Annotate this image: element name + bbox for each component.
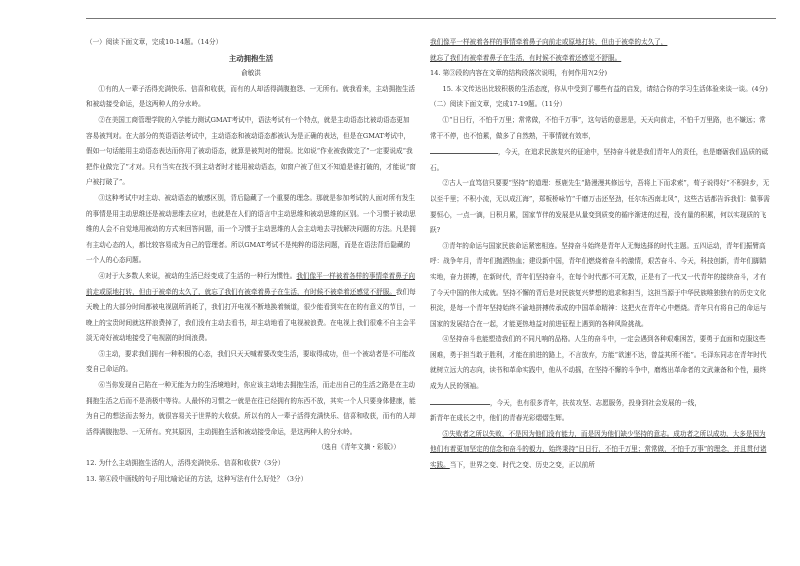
- section-2-header: （二）阅读下面文章，完成17-19题。（11分）: [430, 100, 567, 109]
- essay-paragraph-4-continued: [430, 395, 770, 412]
- article-author: 俞敏洪: [241, 69, 261, 78]
- left-column: [86, 35, 416, 487]
- paragraph-4-rest: 我们每天晚上的大部分时间都被电视剧所消耗了，我们打开电视不断地换着频道，很少能看到实在在的有意义的节目，一晚上的宝贵时间就这样浪费掉了，我们没有主动去看书，却主动地看了电视被浪费。在电视上我们很难不自主会平淡无奇好被动地接受了电视剧的时间浪费。: [86, 287, 416, 343]
- essay-paragraph-4: ④坚持奋斗也能塑造我们的不同凡响的品格。人生的奋斗中，一定会遇到各种艰难困苦，要勇于直面和克服这些困难，勇于担当敢于胜利，才能在前进的路上，不言放弃，方能“欲速不达，曾益其所不能”。毛泽东同志在青年时代就树立远大的志向，读书和革命实践中，他从不动摇，在坚持不懈的斗争中，磨炼出革命者的文武兼备和个性，最终成为人民的领袖。: [430, 335, 767, 391]
- essay-paragraph-3: ③青年的命运与国家民族命运紧密相连。坚持奋斗始终是青年人无悔选择的时代主题。五四运动，青年们振臂高呼：战争年月，青年们抛洒热血；建设新中国，青年们燃烧着奋斗的激情，艰苦奋斗、今天，科技创新，青年们脚踏实地，奋力拼搏，在新时代，青年们坚持奋斗，在每个时代都不可无数，正是有了一代又一代青年的接续奋斗，才有了今天中国的伟大成就。坚持不懈的背后是对民族复兴梦想的追求和担当，这担当源于中华民族唯独独有的历史文化积淀，是每一个青年坚持始终不渝地拼搏传承成的中国革命精神：这把火在青年心中燃烧。青年只有将自己的命运与国家的发展结合在一起，才能更热地益对前进征程上遇到的各种风险挑战。: [430, 241, 767, 328]
- essay-paragraph-4-last: 新青年在成长之中，他们的青春光彩熠熠生辉。: [430, 414, 569, 423]
- paragraph-3: ③这种考试中对主动、被动语态的敏感区别，背后隐藏了一个重要的理念。那就是参加考试的人面对所有发生的事情是用主动思维还是被动思维去应对，也就是在人们的语言中主动思维和被动思维的区别。一个习惯于被动思维的人会不自觉地用被动的方式来回答问题，而一个习惯于主动思维的人会主动地去寻找解决问题的方法。凡是拥有主动心态的人，都比较容易成为自己的管理者。所以GMAT考试不是纯粹的语法问题，而是在语法背后隐藏的一个人的心态问题。: [86, 193, 416, 265]
- essay-paragraph-1-tail: ，今天，在追求民族复兴的征途中，坚持奋斗就是我们青年人的责任，也是磨砺我们品质的砥石。: [430, 148, 769, 172]
- underlined-sentence: 我们像平一样被着各样的事情牵着鼻子向前走或原地打转，但由于被牵的太久了，就忘了我们有被牵着鼻子在生活，有时候不被牵着还感觉不舒服。: [86, 271, 416, 296]
- quoted-sentence-line-1: 我们像平一样被着各样的事情牵着鼻子向前走或原地打转，但由于被牵的太久了，: [430, 38, 668, 46]
- quoted-sentence-line-2: 就忘了我们有被牵着鼻子在生活，有时候不被牵着还感觉不舒服。: [430, 53, 622, 62]
- essay-paragraph-1: ①“日日行，不怕千万里；常常做，不怕千万事”，这句话的意思是，天天向前走，不怕千万里路，也不嫌远；常常干不停，也不怕累，做多了自然熟，干事情就有效率，: [430, 115, 766, 140]
- article-title: 主动拥抱生活: [228, 53, 274, 63]
- fill-blank-1[interactable]: [430, 144, 498, 154]
- essay-paragraph-4-tail: ，今天，也有很多青年，扶贫攻坚、志愿服务，投身到社会发展的一线，: [490, 398, 701, 407]
- question-12: 12. 为什么主动拥抱生活的人，活得充满快乐、信喜和收获?（3分）: [86, 459, 285, 468]
- paragraph-1: ①有的人一辈子活得充满快乐、信喜和收获，而有的人却活得满腹抱怨、一无所有。就我看来，主动拥抱生活和被动接受命运，是这两种人的分水岭。: [86, 84, 416, 109]
- question-13: 13. 第④段中画线的句子用比喻论证的方法，这种写法有什么好处？（3分）: [86, 474, 308, 483]
- article-source: （选自《青年文摘・彩版》）: [317, 443, 400, 452]
- right-column: [430, 35, 770, 474]
- section-header: （一）阅读下面文章，完成10-14题。（14分）: [86, 38, 223, 46]
- paragraph-6: ⑥当你发现自己陷在一种无能为力的生活境地时，你应该主动地去拥抱生活，而走出自己的生活之路是在主动拥抱生活之后而不是消极中等待。人最怀的习惯之一就是在往已经拥有的东西不放，其实一个人只要身体健康，能为自己的想法而去努力，就很容易关于世界的大收获。所以有的人一辈子活得充满快乐、信喜和收获，而有的人却活得满腹抱怨、一无所有。究其原因，主动拥抱生活和被动接受命运，是这两种人的分水岭。: [86, 381, 416, 436]
- top-rule: [86, 18, 776, 19]
- paragraph-4: [86, 269, 416, 347]
- essay-paragraph-1-continued: [430, 144, 770, 176]
- essay-underlined-sentence: ⑤失败者之所以失败，不是因为他们没有能力，而是因为他们缺少坚持的意志。成功者之所以成功，大多是因为他们有着更加坚定的信念和奋斗的毅力，始终秉持“日日行，不怕千万里；常常做，不怕千万事”的理念，并且贯付诸实践。: [430, 429, 767, 470]
- paragraph-4-lead: ④对于大多数人来说，被动的生活已经变成了生活的一种行为惯性。: [98, 271, 297, 280]
- question-15: 15. 本文传达出比较积极的生活态度，你从中受到了哪些有益的启发，请结合你的学习生活体验来谈一谈。(4分): [442, 84, 768, 93]
- essay-paragraph-2: ②古人一直笃信只要要“坚持”的道理：蔡鹿先生“路漫漫其修远兮，吾将上下而求索”，荀子说得好“不积跬步，无以至千里；不积小流，无以成江海”，郑板桥咏竹“千磨万击还坚劲，任尔东西南北风”，这些古话都告诉我们：做事需要恒心，一点一滴，日积月累，国家节伴的发展是从量变到质变的循序渐进的过程，没有量的积累，何以实现质的飞跃?: [430, 179, 770, 235]
- paragraph-2: ②在美国工商管理学院的入学能力测试GMAT考试中，语法考试有一个特点，就是主动语态比被动语态更加容易被判对。在大部分的英语语法考试中，主动语态和被动语态都被认为是正确的表达，但是在GMAT考试中，假如一句话能用主动语态表达而你用了被动语态，就算是被判对的错误。比如说“作业被我做完了”一定要说成“我把作业做完了”才对。只有当实在找不到主动者时才能用被动语态，如窗户被了但又不知道是谁打破的，才能说“窗户被打破了”。: [86, 115, 416, 187]
- paragraph-5: ⑤主动，要求我们拥有一种积极的心态，我们只天天喊着要改变生活，要取得成功，但一个被动者是不可能改变自己命运的。: [86, 349, 416, 374]
- fill-blank-2[interactable]: [430, 395, 490, 405]
- essay-paragraph-5: [430, 427, 770, 474]
- question-14: 14. 第③段的内容在文章的结构段落次说明，有何作用?(2分): [430, 69, 608, 78]
- essay-paragraph-5-tail: 当下，世界之变、时代之变、历史之变，正以前所: [449, 461, 595, 470]
